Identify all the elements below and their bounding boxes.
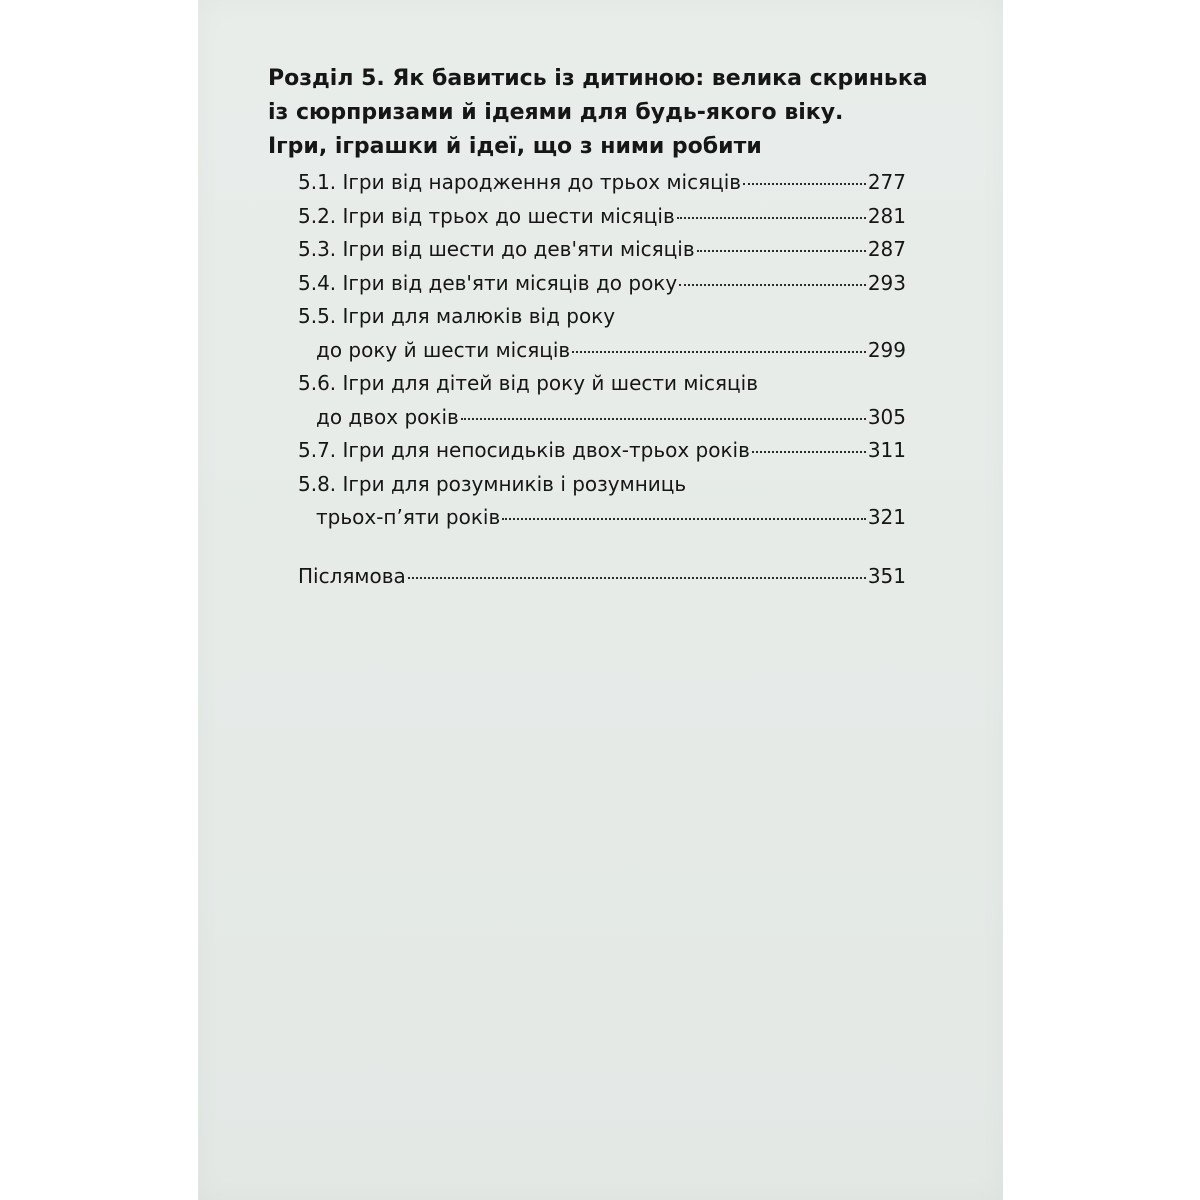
toc-entry-page: 281 <box>867 203 906 228</box>
toc-entry-page: 305 <box>867 404 906 429</box>
toc-entry-title-continued: трьох-п’яти років <box>316 505 501 529</box>
dot-leader <box>752 451 866 453</box>
dot-leader <box>697 250 866 252</box>
dot-leader <box>572 351 866 353</box>
toc-entry-title: 5.2. Ігри від трьох до шести місяців <box>298 203 675 228</box>
dot-leader <box>679 284 866 286</box>
toc-entry-title: 5.1. Ігри від народження до трьох місяців <box>298 170 742 194</box>
toc-entry-title: 5.5. Ігри для малюків від року <box>298 304 616 328</box>
toc-entry <box>298 468 906 535</box>
toc-entry-afterword <box>298 560 906 594</box>
toc-entry-page: 287 <box>867 237 906 261</box>
table-of-contents <box>268 62 928 593</box>
toc-list <box>268 166 908 593</box>
toc-entry <box>298 300 906 367</box>
toc-entry-page: 277 <box>867 170 906 194</box>
chapter-title-line: із сюрпризами й ідеями для будь-якого віку. <box>268 100 844 125</box>
toc-entry-title: 5.7. Ігри для непосидьків двох-трьох років <box>298 438 750 462</box>
toc-entry-page: 351 <box>867 563 906 588</box>
toc-entry-title-continued: до року й шести місяців <box>316 337 571 362</box>
dot-leader <box>502 518 866 520</box>
dot-leader <box>677 217 866 219</box>
chapter-title-line: Ігри, іграшки й ідеї, що з ними робити <box>268 134 762 159</box>
toc-entry-page: 299 <box>867 337 906 362</box>
toc-entry-page: 293 <box>867 270 906 295</box>
toc-entry-title: 5.4. Ігри від дев'яти місяців до року <box>298 270 678 295</box>
dot-leader <box>743 183 866 185</box>
toc-entry-title-continued: до двох років <box>316 404 459 429</box>
chapter-title <box>268 62 928 164</box>
toc-entry-title: 5.3. Ігри від шести до дев'яти місяців <box>298 237 695 261</box>
toc-entry-title: 5.8. Ігри для розумників і розумниць <box>298 471 687 496</box>
toc-entry-page: 311 <box>867 438 906 462</box>
toc-entry-title: 5.6. Ігри для дітей від року й шести місяців <box>298 371 758 395</box>
book-page <box>198 0 1003 1200</box>
toc-entry <box>298 367 906 434</box>
toc-entry <box>298 200 906 234</box>
toc-entry <box>298 166 906 200</box>
dot-leader <box>461 418 866 420</box>
toc-entry-page: 321 <box>867 505 906 529</box>
chapter-title-line: Розділ 5. Як бавитись із дитиною: велика скринька <box>268 66 928 91</box>
toc-entry <box>298 233 906 267</box>
toc-entry-title: Післямова <box>298 563 406 588</box>
toc-entry <box>298 267 906 301</box>
toc-entry <box>298 434 906 468</box>
dot-leader <box>408 577 866 579</box>
